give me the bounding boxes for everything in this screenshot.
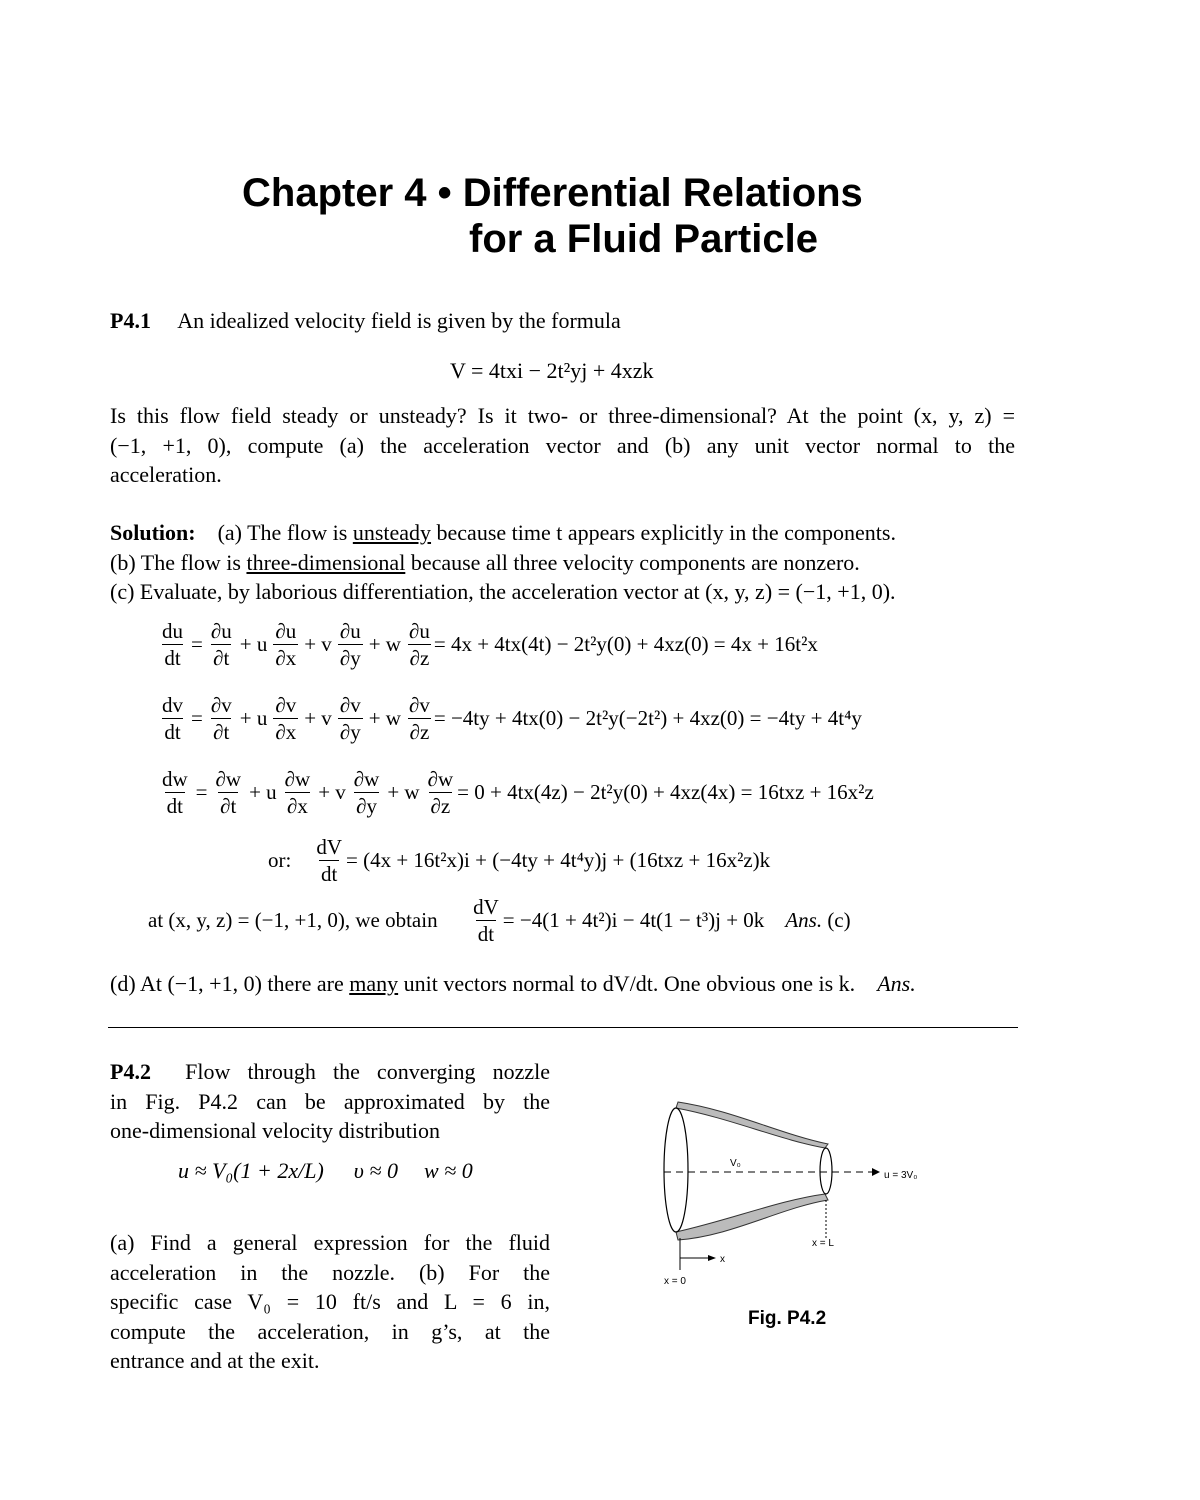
fig-label-u-exit: u = 3V₀ [884, 1170, 918, 1181]
p41-solution-d [110, 969, 916, 998]
sol-d-pre: (d) At (−1, +1, 0) there are [110, 971, 344, 996]
dw-dt-rhs: = 0 + 4tx(4z) − 2t²y(0) + 4xz(4x) = 16txz + 16x²z [457, 779, 874, 804]
nozzle-lower-wall [676, 1194, 828, 1240]
dV-dt-at-point: at (x, y, z) = (−1, +1, 0), we obtain $\frac{dV}{dt}$ = −4(1 + 4t²)i − 4t(1 − t³)j + 0k Ans. (c) [148, 894, 851, 946]
p42-line2: in Fig. P4.2 can be approximated by the [110, 1088, 550, 1114]
du-dt-equation: $\frac{du}{dt}$ = $\frac{\partial u}{\partial t}$ + u $\frac{\partial u}{\partial x}$ + v $\frac{\partial u}{\partial y}$ + w $\frac{\partial u}{\partial z}$ = 4x + 4tx(4t) − 2t²y(0) + 4xz(0) = 4x + 16t²x [162, 618, 818, 670]
nozzle-inlet [664, 1108, 688, 1232]
solution-label: Solution: [110, 520, 196, 545]
p42-line7: compute the acceleration, in g’s, at the [110, 1318, 550, 1344]
dw-dt-equation: $\frac{dw}{dt}$ = $\frac{\partial w}{\partial t}$ + u $\frac{\partial w}{\partial x}$ + v $\frac{\partial w}{\partial y}$ + w $\frac{\partial w}{\partial z}$ = 0 + 4tx(4z) − 2t²y(0) + 4xz(4x) = 16txz + 16x²z [162, 766, 874, 818]
p41-intro: An idealized velocity field is given by the formula [177, 308, 621, 333]
sol-a-pre: (a) The flow is [217, 520, 348, 545]
p42-formula-w: w ≈ 0 [423, 1158, 473, 1183]
p42-formula-u: u ≈ V₀(1 + 2x/L) [178, 1158, 324, 1183]
sol-b-pre: (b) The flow is [110, 550, 241, 575]
p42-line1-text: Flow through the converging nozzle [185, 1059, 550, 1084]
fig-label-x: x [720, 1254, 725, 1265]
p41-velocity-formula: V = 4txi − 2t²yj + 4xzk [450, 358, 654, 383]
p42-velocity-distribution [178, 1158, 473, 1184]
p42-line3: one-dimensional velocity distribution [110, 1118, 440, 1143]
p42-line8: entrance and at the exit. [110, 1348, 320, 1373]
dv-dt-equation: $\frac{dv}{dt}$ = $\frac{\partial v}{\partial t}$ + u $\frac{\partial v}{\partial x}$ + v $\frac{\partial v}{\partial y}$ + w $\frac{\partial v}{\partial z}$ = −4ty + 4tx(0) − 2t²y(−2t²) + 4xz(0) = −4ty + 4t⁴y [162, 692, 862, 744]
ans-c-label: Ans. [785, 907, 823, 932]
p41-solution-a [110, 518, 1015, 547]
p41-solution-c: (c) Evaluate, by laborious differentiation, the acceleration vector at (x, y, z) = (−1, +1, 0). [110, 579, 896, 604]
p41-intro-line [110, 306, 621, 335]
or-label: or: [268, 847, 292, 872]
p42-line4: (a) Find a general expression for the fluid [110, 1230, 550, 1255]
p42-text-block [110, 1057, 550, 1146]
ans-c-part: (c) [827, 907, 851, 932]
sol-d-many: many [349, 971, 399, 996]
dV-dt-general: or: $\frac{dV}{dt}$ = (4x + 16t²x)i + (−4ty + 4t⁴y)j + (16txz + 16x²z)k [268, 834, 771, 886]
ans-d-label: Ans. [877, 971, 916, 996]
or-rhs: = (4x + 16t²x)i + (−4ty + 4t⁴y)j + (16txz + 16x²z)k [346, 847, 771, 872]
p42-line5: acceleration in the nozzle. (b) For the [110, 1259, 550, 1285]
p42-label: P4.2 [110, 1059, 151, 1084]
p42-line6: specific case V₀ = 10 ft/s and L = 6 in, [110, 1289, 550, 1314]
dv-dt-rhs: = −4ty + 4tx(0) − 2t²y(−2t²) + 4xz(0) = −4ty + 4t⁴y [433, 705, 862, 730]
sol-a-unsteady: unsteady [352, 520, 432, 545]
chapter-title-line2: for a Fluid Particle [469, 217, 818, 261]
sol-b-post: because all three velocity components are nonzero. [410, 550, 860, 575]
fig-label-x0: x = 0 [664, 1276, 686, 1287]
sol-b-three-dimensional: three-dimensional [246, 550, 406, 575]
sol-d-post: unit vectors normal to dV/dt. One obvious one is k. [403, 971, 856, 996]
p41-question-line2: (−1, +1, 0), compute (a) the acceleration vector and (b) any unit vector normal to the [110, 433, 1015, 458]
fig-label-xL: x = L [812, 1238, 834, 1249]
at-label: at (x, y, z) = (−1, +1, 0), we obtain [148, 907, 438, 932]
x-arrow-icon [708, 1255, 716, 1261]
sol-a-post: because time t appears explicitly in the components. [436, 520, 896, 545]
p41-solution-b [110, 548, 860, 577]
p41-question-line1: Is this flow field steady or unsteady? Is it two- or three-dimensional? At the point (x, y, z) = [110, 403, 1015, 428]
nozzle-figure [650, 1100, 950, 1295]
nozzle-upper-wall [676, 1102, 828, 1148]
chapter-title-line1: Chapter 4 • Differential Relations [242, 171, 863, 215]
at-rhs: = −4(1 + 4t²)i − 4t(1 − t³)j + 0k [502, 907, 765, 932]
nozzle-outlet [820, 1148, 832, 1194]
exit-arrow-icon [872, 1168, 880, 1176]
p42-formula-v: υ ≈ 0 [353, 1158, 398, 1183]
du-dt-rhs: = 4x + 4tx(4t) − 2t²y(0) + 4xz(0) = 4x + 16t²x [433, 631, 818, 656]
p41-question-line3: acceleration. [110, 462, 222, 487]
p42-line1 [110, 1057, 550, 1087]
p41-label: P4.1 [110, 308, 151, 333]
fig-label-v0: V₀ [730, 1158, 741, 1169]
fig-caption: Fig. P4.2 [748, 1308, 827, 1329]
p42-question-block [110, 1228, 550, 1376]
section-divider [108, 1027, 1018, 1028]
